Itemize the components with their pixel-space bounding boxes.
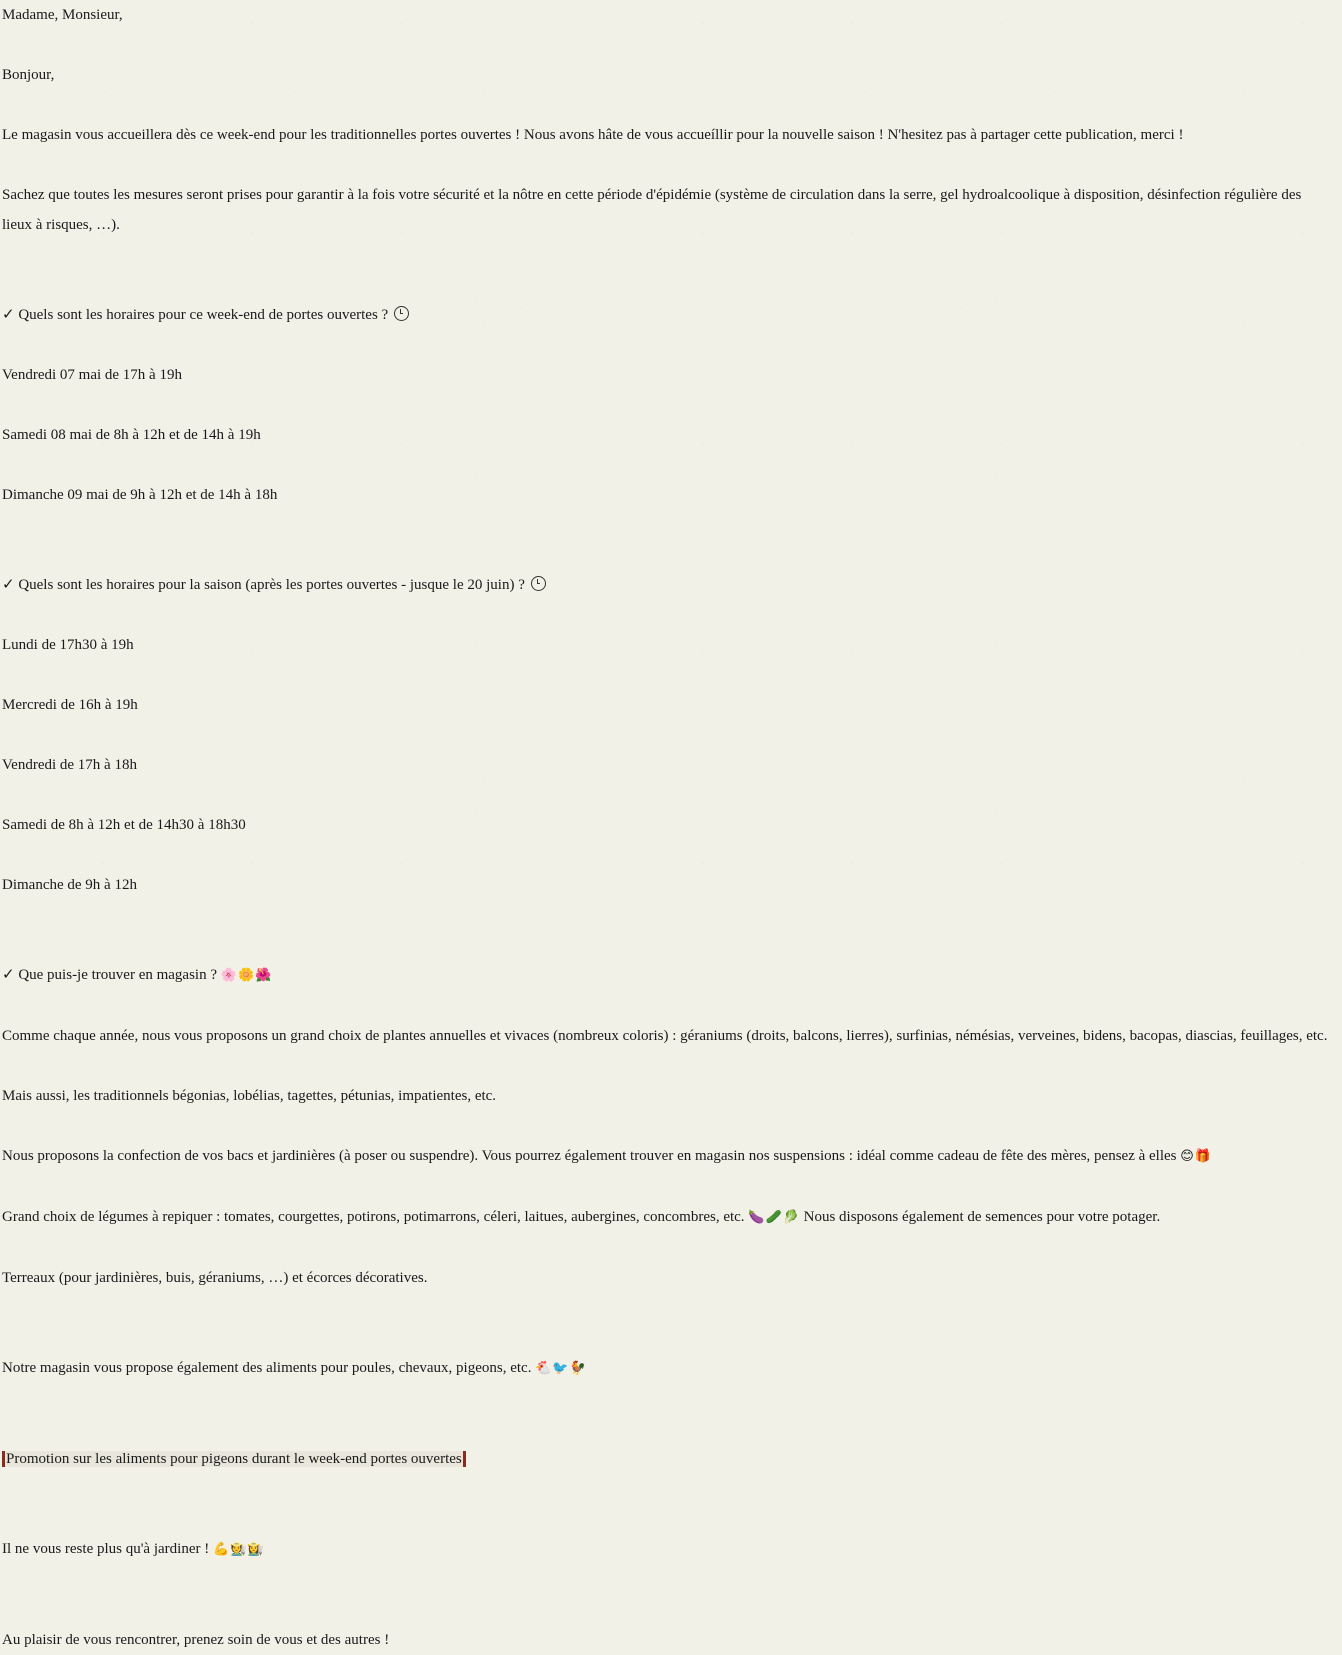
spacer-line <box>2 390 1332 420</box>
emoji-decoration: 😊🎁 <box>1180 1149 1212 1164</box>
spacer-line <box>2 991 1332 1021</box>
emoji-decoration: 🍆🥒🥬 <box>748 1210 800 1225</box>
spacer-line <box>2 330 1332 360</box>
text-line-q3 <box>2 960 1332 991</box>
text-line-plants-traditional <box>2 1081 1332 1111</box>
spacer-line <box>2 1384 1332 1414</box>
spacer-line <box>2 30 1332 60</box>
spacer-line <box>2 150 1332 180</box>
spacer-line <box>2 90 1332 120</box>
line-text: Dimanche de 9h à 12h <box>2 877 137 893</box>
spacer-line <box>2 840 1332 870</box>
line-text: Vendredi 07 mai de 17h à 19h <box>2 367 182 383</box>
spacer-line <box>2 1474 1332 1504</box>
text-line-closing <box>2 1625 1332 1655</box>
text-line-hours-saturday <box>2 420 1332 450</box>
line-text: Nous proposons la confection de vos bacs et jardinières (à poser ou suspendre). Vous pourrez également trouver en magasin nos suspensions : idéal comme cadeau de fête des mères, pensez à elles <box>2 1148 1177 1164</box>
line-text: Promotion sur les aliments pour pigeons durant le week-end portes ouvertes <box>2 1451 466 1467</box>
line-text: Dimanche 09 mai de 9h à 12h et de 14h à 18h <box>2 487 278 503</box>
line-text: Mercredi de 16h à 19h <box>2 697 138 713</box>
spacer-line <box>2 1172 1332 1202</box>
text-line-season-sunday <box>2 870 1332 900</box>
text-line-season-wednesday <box>2 690 1332 720</box>
line-text: Terreaux (pour jardinières, buis, géraniums, …) et écorces décoratives. <box>2 1270 428 1286</box>
emoji-decoration: 🐔🐦🐓 <box>535 1361 587 1376</box>
spacer-line <box>2 1323 1332 1353</box>
spacer-line <box>2 1504 1332 1534</box>
text-line-season-friday <box>2 750 1332 780</box>
spacer-line <box>2 1051 1332 1081</box>
line-text: Samedi de 8h à 12h et de 14h30 à 18h30 <box>2 817 246 833</box>
line-text-continued: Nous disposons également de semences pour votre potager. <box>803 1209 1161 1225</box>
spacer-line <box>2 930 1332 960</box>
line-text: ✓ Quels sont les horaires pour la saison (après les portes ouvertes - jusque le 20 juin) ? <box>2 577 525 593</box>
text-line-soil <box>2 1263 1332 1293</box>
spacer-line <box>2 1595 1332 1625</box>
text-line-q1 <box>2 300 1332 330</box>
spacer-line <box>2 720 1332 750</box>
text-line-sanitary-measures <box>2 180 1332 240</box>
line-text: Comme chaque année, nous vous proposons un grand choix de plantes annuelles et vivaces (nombreux coloris) : géraniums (droits, balcons, lierres), surfinias, némésias, verveines, bidens, bacopas, diascias, feuillages, etc. <box>2 1028 1328 1044</box>
text-line-q2 <box>2 570 1332 600</box>
line-text: Mais aussi, les traditionnels bégonias, lobélias, tagettes, pétunias, impatientes, etc. <box>2 1088 497 1104</box>
line-text: Samedi 08 mai de 8h à 12h et de 14h à 19h <box>2 427 261 443</box>
spacer-line <box>2 780 1332 810</box>
emoji-decoration: 🌸🌼🌺 <box>220 968 273 983</box>
text-line-season-monday <box>2 630 1332 660</box>
line-text: Vendredi de 17h à 18h <box>2 757 137 773</box>
text-line-greeting <box>2 60 1332 90</box>
spacer-line <box>2 1293 1332 1323</box>
text-line-animal-feed <box>2 1353 1332 1384</box>
spacer-line <box>2 270 1332 300</box>
text-line-planters <box>2 1141 1332 1172</box>
spacer-line <box>2 1233 1332 1263</box>
clock-icon <box>394 306 409 321</box>
spacer-line <box>2 240 1332 270</box>
text-line-intro-openhouse <box>2 120 1332 150</box>
text-line-salutation <box>2 0 1332 30</box>
text-line-vegetables <box>2 1202 1332 1233</box>
spacer-line <box>2 1565 1332 1595</box>
line-text: Lundi de 17h30 à 19h <box>2 637 134 653</box>
line-text: ✓ Que puis-je trouver en magasin ? <box>2 967 218 983</box>
spacer-line <box>2 660 1332 690</box>
spacer-line <box>2 1111 1332 1141</box>
text-line-gardening <box>2 1534 1332 1565</box>
line-text: Notre magasin vous propose également des aliments pour poules, chevaux, pigeons, etc. <box>2 1360 532 1376</box>
spacer-line <box>2 1414 1332 1444</box>
line-text: Au plaisir de vous rencontrer, prenez soin de vous et des autres ! <box>2 1632 390 1648</box>
text-line-plants-annual <box>2 1021 1332 1051</box>
line-text: ✓ Quels sont les horaires pour ce week-end de portes ouvertes ? <box>2 307 389 323</box>
clock-icon <box>531 576 546 591</box>
spacer-line <box>2 600 1332 630</box>
spacer-line <box>2 450 1332 480</box>
spacer-line <box>2 540 1332 570</box>
line-text: Le magasin vous accueillera dès ce week-end pour les traditionnelles portes ouvertes ! Nous avons hâte de vous accueíllir pour la nouvelle saison ! N'hesitez pas à partager cette publication, merci ! <box>2 127 1184 143</box>
line-text: Sachez que toutes les mesures seront prises pour garantir à la fois votre sécurité et la nôtre en cette période d'épidémie (système de circulation dans la serre, gel hydroalcoolique à disposition, désinfection régulière des lieux à risques, …). <box>2 187 1306 233</box>
text-line-hours-sunday <box>2 480 1332 510</box>
text-line-season-saturday <box>2 810 1332 840</box>
line-text: Il ne vous reste plus qu'à jardiner ! <box>2 1541 210 1557</box>
text-line-hours-friday <box>2 360 1332 390</box>
text-line-promotion <box>2 1444 1332 1474</box>
line-text: Bonjour, <box>2 67 55 83</box>
line-text: Madame, Monsieur, <box>2 7 123 23</box>
line-text: Grand choix de légumes à repiquer : tomates, courgettes, potirons, potimarrons, céleri, laitues, aubergines, concombres, etc. <box>2 1209 745 1225</box>
spacer-line <box>2 510 1332 540</box>
spacer-line <box>2 900 1332 930</box>
emoji-decoration: 💪🧑‍🌾👩‍🌾 <box>212 1542 265 1557</box>
